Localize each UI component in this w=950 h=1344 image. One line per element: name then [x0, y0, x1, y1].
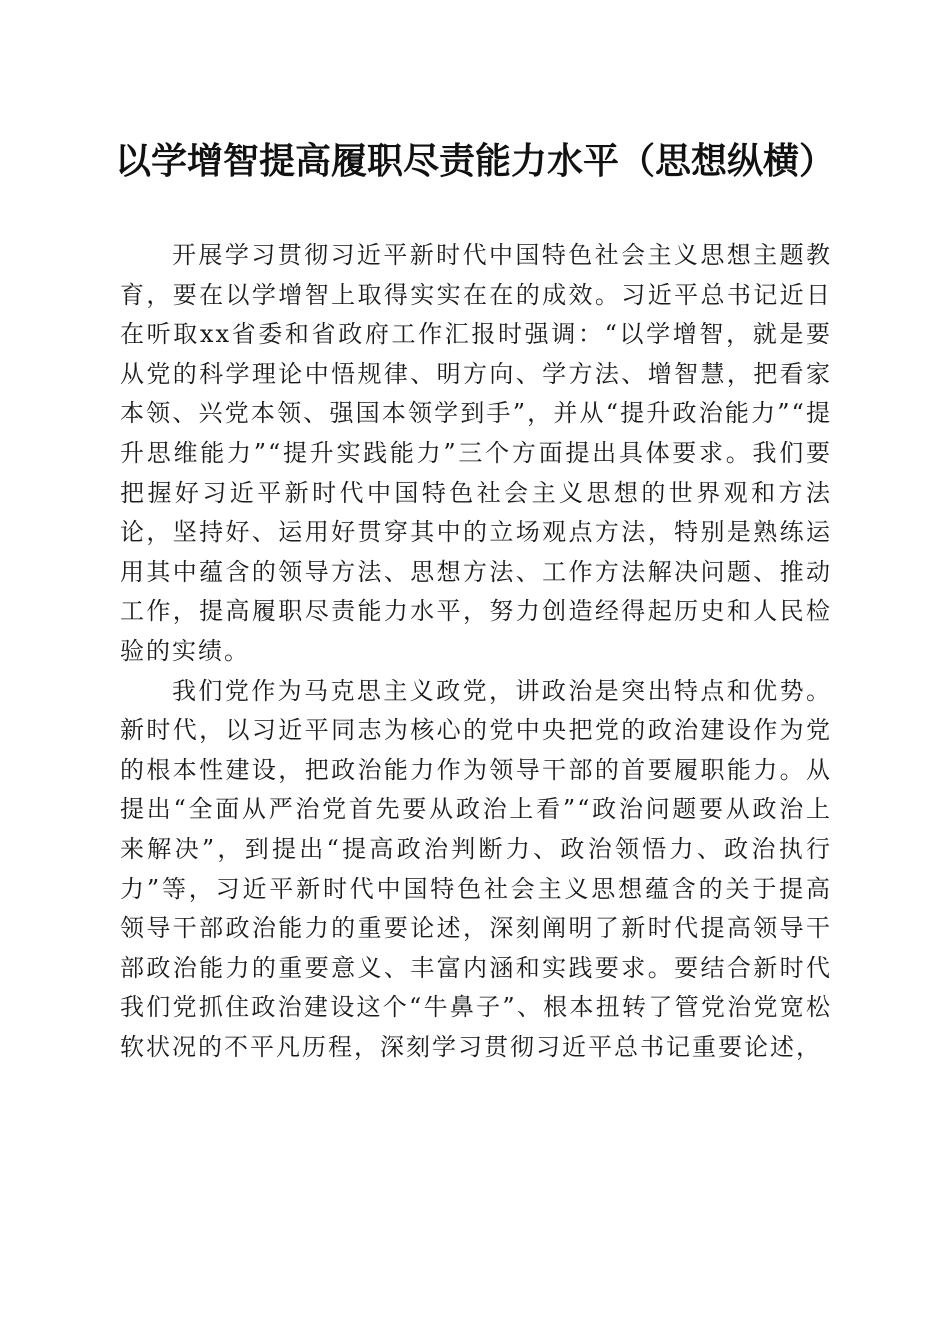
paragraph: 我们党作为马克思主义政党，讲政治是突出特点和优势。新时代，以习近平同志为核心的党中央把党的政治建设作为党的根本性建设，把政治能力作为领导干部的首要履职能力。从提出“全面从严治党首先要从政治上看”“政治问题要从政治上来解决”，到提出“提高政治判断力、政治领悟力、政治执行力”等，习近平新时代中国特色社会主义思想蕴含的关于提高领导干部政治能力的重要论述，深刻阐明了新时代提高领导干部政治能力的重要意义、丰富内涵和实践要求。要结合新时代我们党抓住政治建设这个“牛鼻子”、根本扭转了管党治党宽松软状况的不平凡历程，深刻学习贯彻习近平总书记重要论述， [120, 676, 832, 1061]
paragraph: 开展学习贯彻习近平新时代中国特色社会主义思想主题教育，要在以学增智上取得实实在在的成效。习近平总书记近日在听取xx省委和省政府工作汇报时强调：“以学增智，就是要从党的科学理论中悟规律、明方向、学方法、增智慧，把看家本领、兴党本领、强国本领学到手”，并从“提升政治能力”“提升思维能力”“提升实践能力”三个方面提出具体要求。我们要把握好习近平新时代中国特色社会主义思想的世界观和方法论，坚持好、运用好贯穿其中的立场观点方法，特别是熟练运用其中蕴含的领导方法、思想方法、工作方法解决问题、推动工作，提高履职尽责能力水平，努力创造经得起历史和人民检验的实绩。 [120, 241, 832, 665]
article-body [120, 236, 832, 1067]
page-title: 以学增智提高履职尽责能力水平（思想纵横） [114, 140, 835, 182]
